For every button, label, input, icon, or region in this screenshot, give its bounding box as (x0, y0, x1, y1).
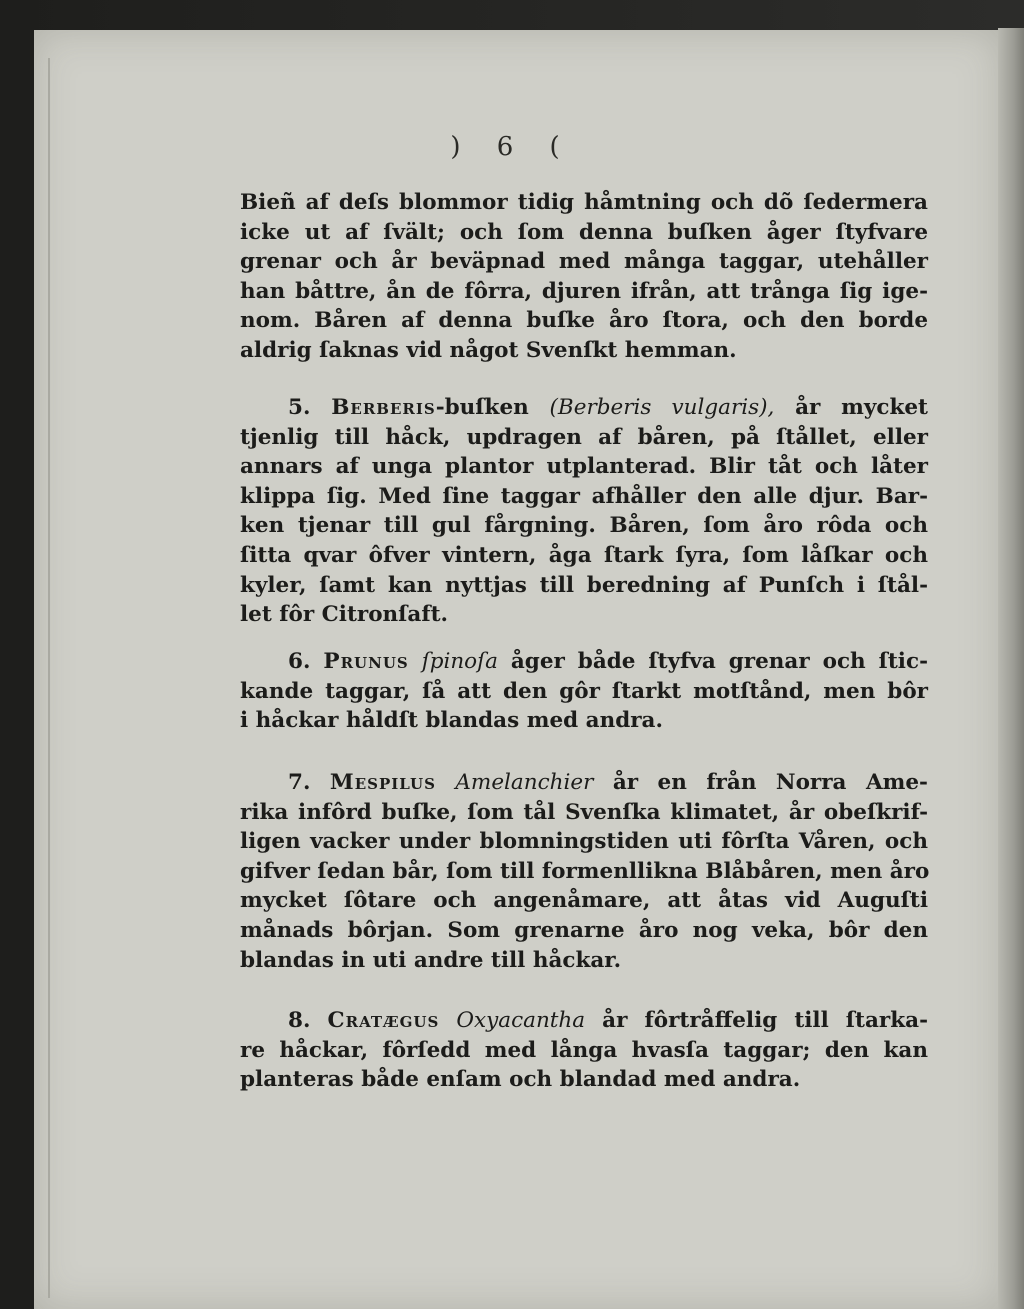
species-name: ſpinoſa (421, 649, 498, 674)
text-line: let fôr Citronſaft. (240, 602, 449, 628)
text-line: grenar och år beväpnad med många taggar, utehåller (240, 249, 928, 275)
text-line: icke ut af ſvält; och ſom denna buſken åger ſtyfvare (240, 219, 928, 245)
item-number: 5. (288, 395, 311, 420)
text-line: aldrig ſaknas vid något Svenſkt hemman. (240, 337, 737, 363)
text-line: blandas in uti andre till håckar. (240, 947, 622, 973)
text-line: Bieñ af deſs blommor tidig håmtning och dõ ſedermera (240, 190, 928, 215)
species-name: Amelanchier (455, 770, 594, 795)
paragraph-continuation (240, 188, 928, 366)
text-line: kyler, ſamt kan nyttjas till beredning af Punſch i ſtål- (240, 572, 928, 598)
paragraph-prunus (240, 647, 928, 736)
text-fragment: år mycket (795, 395, 928, 420)
text-line: ken tjenar till gul fårgning. Båren, ſom åro rôda och (240, 513, 928, 539)
text-line: tjenlig till håck, updragen af båren, på ſtållet, eller (240, 424, 928, 450)
text-line: månads bôrjan. Som grenarne åro nog veka, bôr den (240, 917, 928, 943)
text-line (240, 393, 928, 423)
text-line: nom. Båren af denna buſke åro ſtora, och den borde (240, 308, 928, 334)
item-number: 7. (288, 770, 311, 795)
text-line: mycket ſôtare och angenåmare, att åtas vid Auguſti (240, 888, 928, 914)
species-name: Oxyacantha (456, 1008, 586, 1033)
text-line: i håckar håldſt blandas med andra. (240, 708, 663, 734)
item-number: 6. (288, 649, 311, 674)
text-line: re håckar, fôrſedd med långa hvasſa taggar; den kan (240, 1037, 928, 1063)
item-number: 8. (288, 1008, 311, 1033)
text-line (240, 647, 928, 677)
genus-name: Prunus (323, 649, 409, 674)
text-fragment: år fôrtråffelig till ſtarka- (602, 1008, 928, 1033)
genus-name: Berberis (331, 395, 436, 420)
paragraph-crataegus (240, 1006, 928, 1095)
text-line: klippa ſig. Med ſine taggar afhåller den alle djur. Bar- (240, 483, 928, 509)
text-line: planteras både enſam och blandad med andra. (240, 1067, 801, 1093)
text-line: kande taggar, ſå att den gôr ſtarkt motſtånd, men bôr (240, 678, 928, 704)
text-line: gifver ſedan bår, ſom till formenllikna Blåbåren, men åro (240, 858, 930, 884)
text-line: han båttre, ån de fôrra, djuren ifrån, att trånga ſig ige- (240, 278, 928, 304)
text-line: ſitta qvar ôfver vintern, åga ſtark ſyra, ſom låſkar och (240, 542, 928, 568)
genus-name: Cratægus (327, 1008, 440, 1033)
page-edge (998, 28, 1024, 1309)
text-fragment: -buſken (435, 395, 529, 420)
page-header: ) 6 ( (450, 132, 574, 162)
text-line: annars af unga plantor utplanterad. Blir tåt och låter (240, 454, 928, 480)
paragraph-berberis (240, 393, 928, 630)
text-line (240, 768, 928, 798)
paragraph-mespilus (240, 768, 928, 975)
genus-name: Mespilus (329, 770, 436, 795)
text-fragment: år en från Norra Ame- (612, 770, 928, 795)
text-line (240, 1006, 928, 1036)
species-name: (Berberis vulgaris), (549, 395, 775, 420)
text-line: ligen vacker under blomningstiden uti fôrſta Våren, och (240, 829, 928, 855)
text-fragment: åger både ſtyfva grenar och ſtic- (510, 649, 928, 674)
page-fold-line (48, 58, 50, 1298)
text-line: rika infôrd buſke, ſom tål Svenſka klimatet, år obeſkrif- (240, 799, 928, 825)
